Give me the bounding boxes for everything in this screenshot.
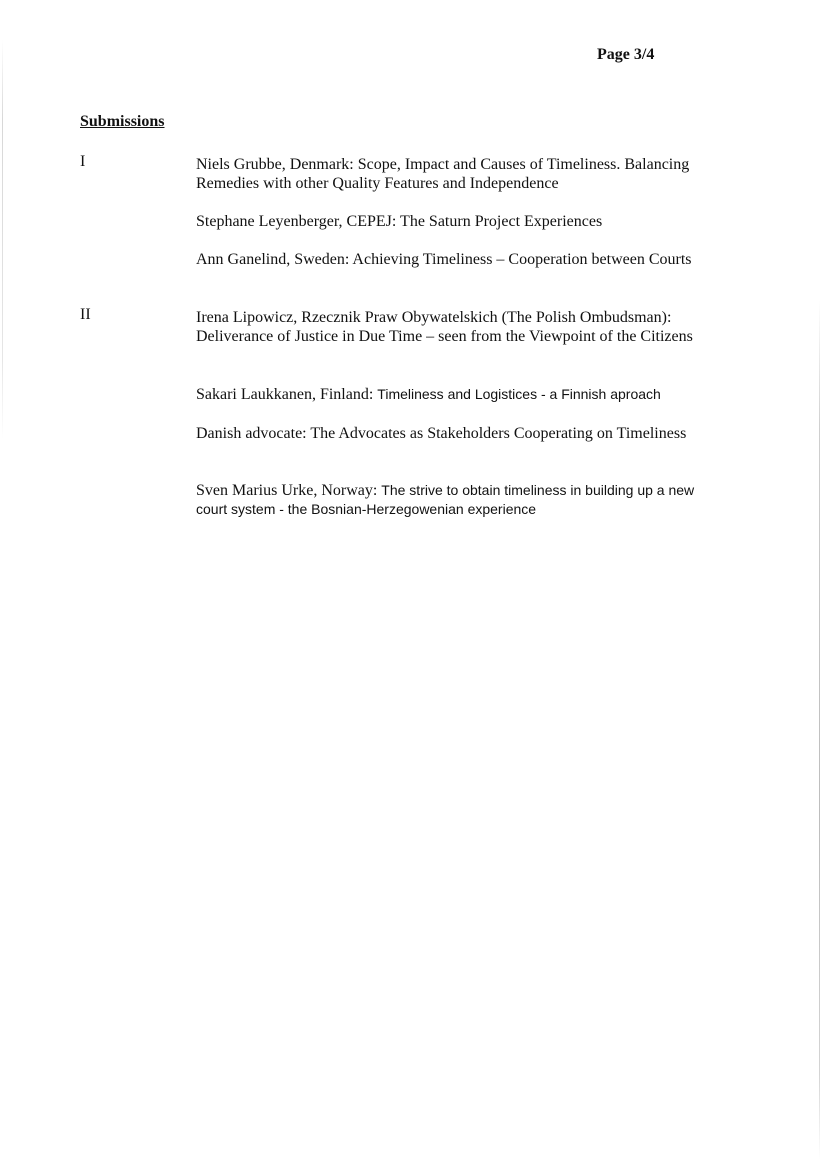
scan-edge-left — [2, 40, 3, 440]
group-label-ii: II — [80, 306, 91, 323]
submission-entry — [196, 385, 716, 404]
submission-speaker: Sakari Laukkanen, Finland: — [196, 386, 378, 403]
submission-entry: Danish advocate: The Advocates as Stakeholders Cooperating on Timeliness — [196, 425, 687, 442]
submission-entry: Niels Grubbe, Denmark: Scope, Impact and Causes of Timeliness. Balancing Remedies with other Quality Features and Independence — [196, 156, 690, 192]
submission-speaker: Sven Marius Urke, Norway: — [196, 482, 382, 499]
submission-entry — [196, 481, 716, 519]
section-heading: Submissions — [80, 113, 165, 130]
page-number: Page 3/4 — [597, 46, 655, 63]
submission-entry: Irena Lipowicz, Rzecznik Praw Obywatelskich (The Polish Ombudsman): Deliverance of Justice in Due Time – seen from the Viewpoint of the Citizens — [196, 309, 693, 345]
scan-edge-right — [819, 300, 820, 1160]
submission-topic: Timeliness and Logistices - a Finnish aproach — [377, 386, 661, 402]
submission-topic: The strive to obtain timeliness in building up a new court system - the Bosnian-Herzegowenian experience — [196, 482, 695, 517]
submission-entry: Ann Ganelind, Sweden: Achieving Timeliness – Cooperation between Courts — [196, 251, 692, 268]
group-label-i: I — [80, 153, 86, 170]
submission-entry: Stephane Leyenberger, CEPEJ: The Saturn Project Experiences — [196, 213, 603, 230]
